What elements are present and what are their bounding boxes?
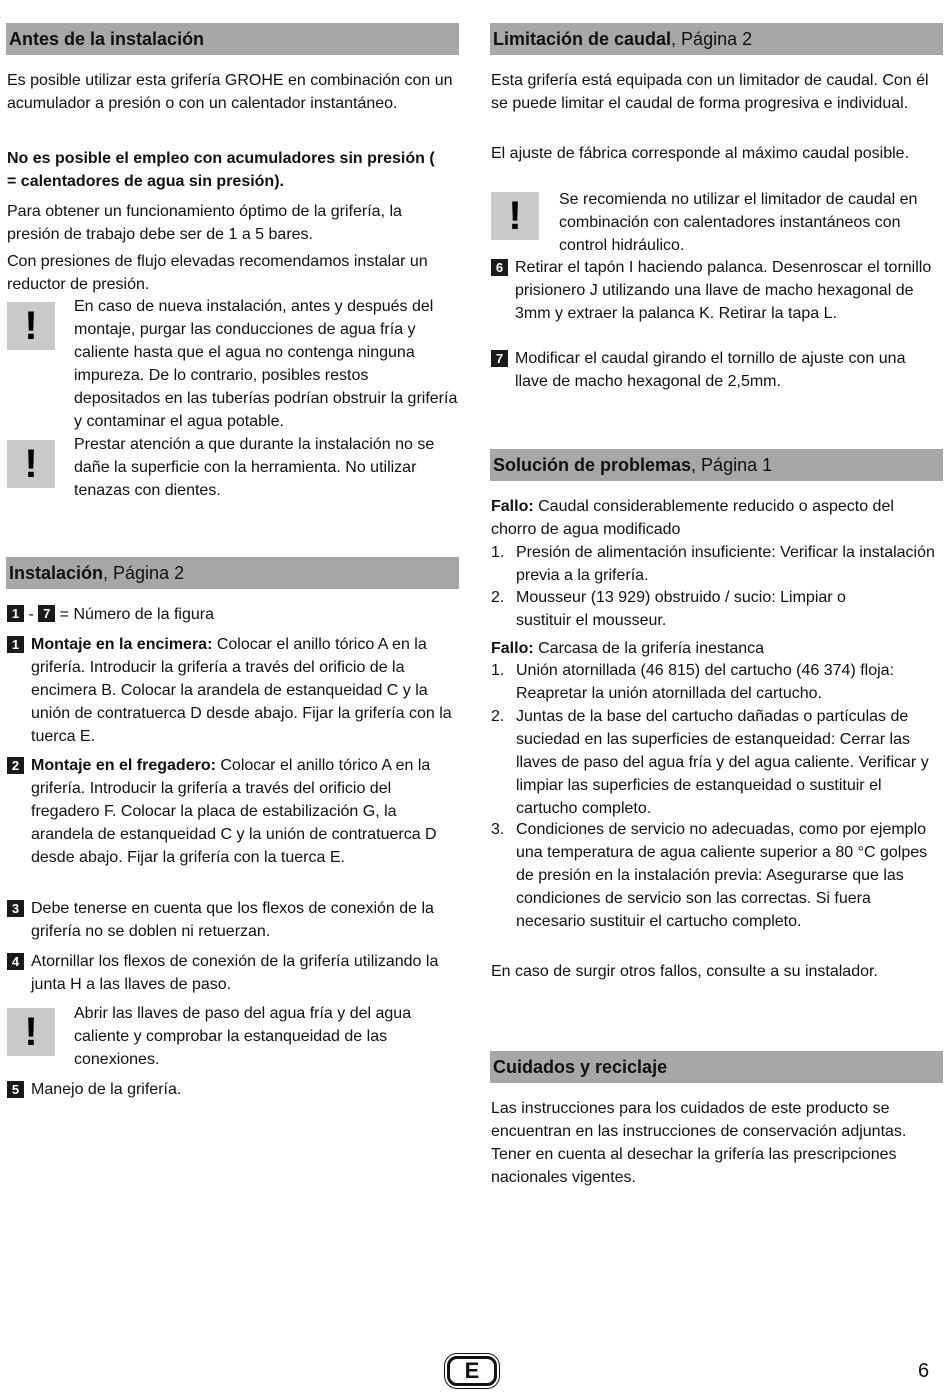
figure-number-badge: 1 bbox=[7, 605, 24, 622]
list-item: 2. Mousseur (13 929) obstruido / sucio: Limpiar o sustituir el mousseur. bbox=[491, 589, 846, 629]
flow-step-7: 7 Modificar el caudal girando el tornillo de ajuste con una llave de macho hexagonal de 2,5mm. bbox=[491, 347, 941, 393]
install-step-1: 1 Montaje en la encimera: Colocar el anillo tórico A en la grifería. Introducir la grifería a través del orificio de la encimera B. Colocar la arandela de estanqueidad C y la unión de contratuerca D desde abajo. Fijar la grifería con la tuerca E. bbox=[7, 633, 459, 748]
exclamation-warning-icon: ! bbox=[7, 1008, 55, 1056]
install-step-2: 2 Montaje en el fregadero: Colocar el anillo tórico A en la grifería. Introducir la grifería a través del orificio del fregadero F. Colocar la placa de estabilización G, la arandela de estanqueidad C y la unión de contratuerca D desde abajo. Fijar la grifería con la tuerca E. bbox=[7, 754, 459, 892]
paragraph-bold: No es posible el empleo con acumuladores sin presión ( = calentadores de agua sin presión). bbox=[7, 150, 435, 190]
warning-text: En caso de nueva instalación, antes y después del montaje, purgar las conducciones de agua fría y caliente hasta que el agua no contenga ninguna impureza. De lo contrario, posibles restos depositados en las tuberías podrían obstruir la grifería y contaminar el agua potable. bbox=[74, 298, 458, 430]
figure-number-badge: 5 bbox=[7, 1081, 24, 1098]
paragraph: En caso de surgir otros fallos, consulte a su instalador. bbox=[491, 963, 878, 980]
warning-text: Prestar atención a que durante la instalación no se dañe la superficie con la herramienta. No utilizar tenazas con dientes. bbox=[74, 436, 435, 499]
install-step-3: 3 Debe tenerse en cuenta que los flexos de conexión de la grifería no se doblen ni retuerzan. bbox=[7, 897, 459, 943]
section-title: Cuidados y reciclaje bbox=[493, 1057, 668, 1077]
section-header-antes bbox=[6, 23, 459, 55]
section-title-suffix: , Página 2 bbox=[103, 563, 185, 583]
list-item: 1. Presión de alimentación insuficiente: Verificar la instalación previa a la grifería. bbox=[491, 544, 935, 584]
flow-step-6: 6 Retirar el tapón I haciendo palanca. Desenroscar el tornillo prisionero J utilizando una llave de macho hexagonal de 3mm y extraer la palanca K. Retirar la tapa L. bbox=[491, 256, 941, 348]
exclamation-warning-icon: ! bbox=[491, 192, 539, 240]
section-header-cuidados bbox=[490, 1051, 943, 1083]
section-title: Instalación bbox=[9, 563, 104, 583]
paragraph: Es posible utilizar esta grifería GROHE en combinación con un acumulador a presión o con un calentador instantáneo. bbox=[7, 72, 453, 112]
section-title: Antes de la instalación bbox=[9, 29, 205, 49]
fault-description: Fallo: Caudal considerablemente reducido o aspecto del chorro de agua modificado bbox=[491, 498, 894, 538]
figure-number-badge: 6 bbox=[491, 259, 508, 276]
section-header-limitacion bbox=[490, 23, 943, 55]
section-title: Solución de problemas bbox=[493, 455, 692, 475]
install-step-4: 4 Atornillar los flexos de conexión de la grifería utilizando la junta H a las llaves de paso. bbox=[7, 950, 459, 996]
exclamation-warning-icon: ! bbox=[7, 302, 55, 350]
figure-number-badge: 3 bbox=[7, 900, 24, 917]
paragraph: El ajuste de fábrica corresponde al máximo caudal posible. bbox=[491, 145, 910, 162]
list-item: 1. Unión atornillada (46 815) del cartucho (46 374) floja: Reapretar la unión atornillada del cartucho. bbox=[491, 662, 895, 702]
figure-number-badge: 1 bbox=[7, 636, 24, 653]
exclamation-warning-icon: ! bbox=[7, 440, 55, 488]
section-header-solucion bbox=[490, 449, 943, 481]
language-badge: E bbox=[447, 1356, 497, 1386]
section-header-instalacion bbox=[6, 557, 459, 589]
section-title: Limitación de caudal bbox=[493, 29, 672, 49]
paragraph: Con presiones de flujo elevadas recomendamos instalar un reductor de presión. bbox=[7, 253, 428, 293]
figure-number-badge: 7 bbox=[491, 350, 508, 367]
paragraph: Para obtener un funcionamiento óptimo de la grifería, la presión de trabajo debe ser de 1 a 5 bares. bbox=[7, 203, 402, 243]
list-item: 2. Juntas de la base del cartucho dañadas o partículas de suciedad en las superficies de estanqueidad: Cerrar las llaves de paso del agua fría y del agua caliente. Verificar y limpiar las superficies de estanqueidad o sustituir el cartucho completo. bbox=[491, 708, 929, 817]
paragraph: Las instrucciones para los cuidados de este producto se encuentran en las instrucciones de conservación adjuntas. Tener en cuenta al desechar la grifería las prescripciones nacionales vigentes. bbox=[491, 1100, 907, 1186]
warning-text: Se recomienda no utilizar el limitador de caudal en combinación con calentadores instantáneos con control hidráulico. bbox=[559, 191, 918, 254]
figure-number-badge: 4 bbox=[7, 953, 24, 970]
install-step-5: 5 Manejo de la grifería. bbox=[7, 1078, 459, 1101]
warning-text: Abrir las llaves de paso del agua fría y del agua caliente y comprobar la estanqueidad de las conexiones. bbox=[74, 1005, 412, 1068]
section-title-suffix: , Página 2 bbox=[671, 29, 753, 49]
figure-range: 1 - 7 = Número de la figura bbox=[7, 603, 457, 626]
fault-description: Fallo: Carcasa de la grifería inestanca bbox=[491, 640, 765, 657]
page-number: 6 bbox=[918, 1360, 930, 1382]
list-item: 3. Condiciones de servicio no adecuadas, como por ejemplo una temperatura de agua caliente superior a 80 °C golpes de presión en la instalación previa: Asegurarse que las condiciones de servicio son las correctas. Si fuera necesario sustituir el cartucho completo. bbox=[491, 821, 928, 930]
section-title-suffix: , Página 1 bbox=[691, 455, 773, 475]
figure-number-badge: 7 bbox=[38, 605, 55, 622]
figure-number-badge: 2 bbox=[7, 757, 24, 774]
paragraph: Esta grifería está equipada con un limitador de caudal. Con él se puede limitar el caudal de forma progresiva e individual. bbox=[491, 72, 929, 112]
